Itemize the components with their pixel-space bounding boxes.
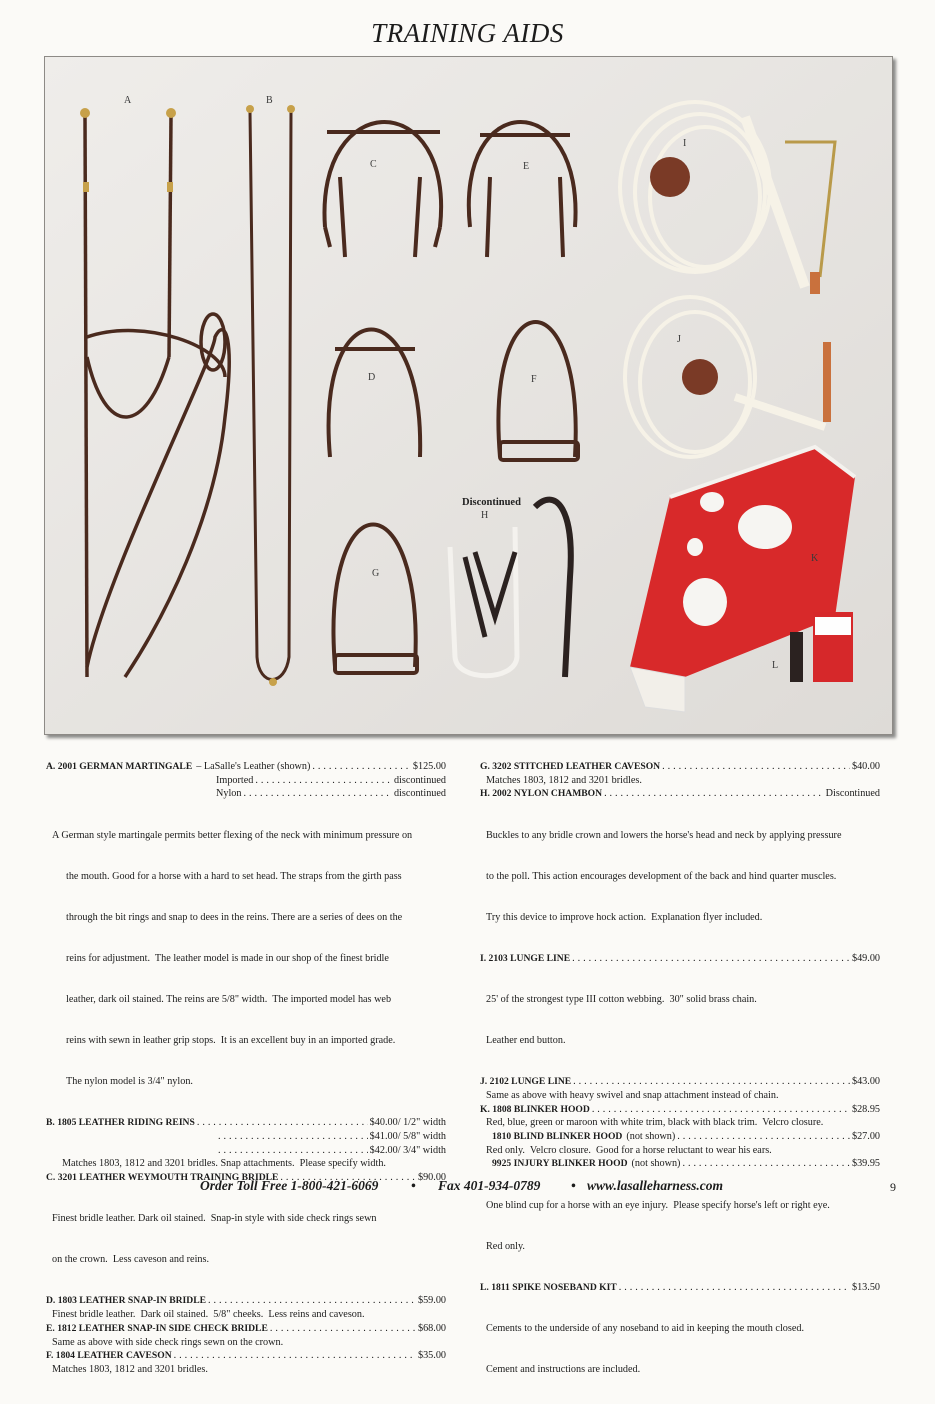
desc-line: Cement and instructions are included. xyxy=(486,1363,641,1375)
desc-line: Buckles to any bridle crown and lowers the horse's head and neck by applying pressure xyxy=(486,829,842,841)
leader-dots xyxy=(572,952,850,966)
product-illustration xyxy=(45,57,892,734)
item-h-name: H. 2002 NYLON CHAMBON xyxy=(480,788,603,800)
item-h-price: Discontinued xyxy=(825,788,880,800)
footer-website-link[interactable]: www.lasalleharness.com xyxy=(587,1178,724,1193)
photo-label-g: G xyxy=(372,568,380,579)
item-a-variant: – LaSalle's Leather (shown) xyxy=(196,761,311,772)
photo-label-i: I xyxy=(683,138,687,149)
item-k-row xyxy=(480,1103,880,1117)
desc-line: 25' of the strongest type III cotton webbing. 30" solid brass chain. xyxy=(486,993,757,1005)
leader-dots xyxy=(312,760,411,774)
leader-dots xyxy=(604,787,824,801)
item-k-description: Red, blue, green or maroon with white trim, black with black trim. Velcro closure. xyxy=(486,1117,824,1129)
desc-line: Leather end button. xyxy=(486,1035,566,1047)
item-k3-row xyxy=(480,1157,880,1171)
item-a-description xyxy=(46,801,446,1116)
photo-label-c: C xyxy=(370,159,377,170)
desc-line: A German style martingale permits better flexing of the neck with minimum pressure on xyxy=(52,829,413,841)
item-l-row xyxy=(480,1281,880,1295)
item-d-row xyxy=(46,1294,446,1308)
item-c-price: $90.00 xyxy=(417,1172,446,1184)
photo-label-e: E xyxy=(523,161,530,172)
leader-dots xyxy=(255,774,392,788)
item-f-description: Matches 1803, 1812 and 3201 bridles. xyxy=(52,1363,208,1375)
photo-label-k: K xyxy=(811,553,819,564)
item-a-price: $125.00 xyxy=(412,761,446,772)
photo-label-a: A xyxy=(124,95,132,106)
leader-dots xyxy=(592,1103,850,1117)
photo-label-j: J xyxy=(677,334,681,345)
leader-dots xyxy=(677,1130,850,1144)
item-a-price-nylon: discontinued xyxy=(393,788,446,800)
item-g-description: Matches 1803, 1812 and 3201 bridles. xyxy=(486,774,642,786)
item-i-row xyxy=(480,952,880,966)
desc-line: leather, dark oil stained. The reins are 5/8" width. The imported model has web xyxy=(66,993,392,1005)
item-k2-name: 1810 BLIND BLINKER HOOD xyxy=(492,1130,623,1142)
item-a-price-imported: discontinued xyxy=(393,774,446,786)
item-g-name: G. 3202 STITCHED LEATHER CAVESON xyxy=(480,761,661,772)
catalog-left-column xyxy=(46,760,446,1377)
leader-dots xyxy=(197,1116,368,1130)
page-number: 9 xyxy=(890,1180,896,1194)
item-e-name: E. 1812 LEATHER SNAP-IN SIDE CHECK BRIDLE xyxy=(46,1322,268,1334)
item-j-row xyxy=(480,1075,880,1089)
page-title: TRAINING AIDS xyxy=(371,18,564,48)
item-e-description: Same as above with side check rings sewn on the crown. xyxy=(52,1336,284,1348)
leader-dots xyxy=(662,760,850,774)
leader-dots xyxy=(270,1322,416,1336)
footer-separator: • xyxy=(411,1178,416,1193)
item-k2-price: $27.00 xyxy=(851,1130,880,1142)
desc-line: the mouth. Good for a horse with a hard to set head. The straps from the girth pass xyxy=(66,870,402,882)
desc-line: to the poll. This action encourages development of the back and hind quarter muscles. xyxy=(486,870,837,882)
item-i-name: I. 2103 LUNGE LINE xyxy=(480,952,571,964)
catalog-right-column xyxy=(480,760,880,1404)
item-a-variant-nylon: Nylon xyxy=(216,788,242,800)
item-e-price: $68.00 xyxy=(417,1322,446,1334)
leader-dots xyxy=(208,1294,416,1308)
photo-label-l: L xyxy=(772,660,779,671)
item-k2-description: Red only. Velcro closure. Good for a horse reluctant to wear his ears. xyxy=(486,1144,772,1156)
desc-line: Finest bridle leather. Dark oil stained. Snap-in style with side check rings sewn xyxy=(52,1213,377,1225)
item-f-price: $35.00 xyxy=(417,1350,446,1362)
item-b-price-3: $42.00/ 3/4" width xyxy=(369,1144,446,1156)
photo-label-h: H xyxy=(481,510,489,521)
desc-line: The nylon model is 3/4" nylon. xyxy=(66,1076,193,1088)
item-k-name: K. 1808 BLINKER HOOD xyxy=(480,1103,590,1115)
desc-line: on the crown. Less caveson and reins. xyxy=(52,1254,210,1266)
leader-dots xyxy=(619,1281,850,1295)
desc-line: reins for adjustment. The leather model is made in our shop of the finest bridle xyxy=(66,952,389,964)
item-a-name: A. 2001 GERMAN MARTINGALE xyxy=(46,761,193,772)
item-c-name: C. 3201 LEATHER WEYMOUTH TRAINING BRIDLE xyxy=(46,1172,279,1184)
item-j-price: $43.00 xyxy=(851,1076,880,1088)
product-photo xyxy=(44,56,893,735)
footer-separator: • xyxy=(571,1178,576,1193)
item-l-description xyxy=(480,1294,880,1404)
item-c-description xyxy=(46,1185,446,1295)
item-b-name: B. 1805 LEATHER RIDING REINS xyxy=(46,1117,195,1129)
item-d-description: Finest bridle leather. Dark oil stained. 5/8" cheeks. Less reins and caveson. xyxy=(52,1309,365,1321)
item-l-price: $13.50 xyxy=(851,1281,880,1293)
item-j-description: Same as above with heavy swivel and snap attachment instead of chain. xyxy=(486,1089,779,1101)
item-b-price-1: $40.00/ 1/2" width xyxy=(369,1117,446,1129)
item-l-name: L. 1811 SPIKE NOSEBAND KIT xyxy=(480,1281,617,1293)
photo-label-f: F xyxy=(531,374,537,385)
item-f-name: F. 1804 LEATHER CAVESON xyxy=(46,1350,172,1362)
footer-fax: Fax 401-934-0789 xyxy=(438,1178,541,1193)
item-b-price-2: $41.00/ 5/8" width xyxy=(369,1130,446,1142)
desc-line: through the bit rings and snap to dees in the reins. There are a series of dees on the xyxy=(66,911,403,923)
item-i-description xyxy=(480,966,880,1076)
leader-dots xyxy=(218,1144,368,1158)
item-k2-note: (not shown) xyxy=(626,1130,676,1142)
leader-dots xyxy=(573,1075,850,1089)
item-k3-price: $39.95 xyxy=(851,1158,880,1170)
item-g-price: $40.00 xyxy=(851,761,880,772)
desc-line: Red only. xyxy=(486,1240,525,1252)
photo-label-d: D xyxy=(368,372,376,383)
item-a-variant-imported: Imported xyxy=(216,774,254,786)
item-e-row xyxy=(46,1322,446,1336)
leader-dots xyxy=(218,1130,368,1144)
item-g-row xyxy=(480,760,880,774)
leader-dots xyxy=(174,1349,416,1363)
item-b-description: Matches 1803, 1812 and 3201 bridles. Snap attachments. Please specify width. xyxy=(62,1158,386,1170)
item-k2-row xyxy=(480,1130,880,1144)
item-b-row xyxy=(46,1116,446,1130)
item-j-name: J. 2102 LUNGE LINE xyxy=(480,1076,572,1088)
item-d-price: $59.00 xyxy=(417,1295,446,1307)
leader-dots xyxy=(243,787,391,801)
item-d-name: D. 1803 LEATHER SNAP-IN BRIDLE xyxy=(46,1295,207,1307)
leader-dots xyxy=(682,1157,850,1171)
desc-line: Try this device to improve hock action. Explanation flyer included. xyxy=(486,911,763,923)
desc-line: One blind cup for a horse with an eye injury. Please specify horse's left or right eye. xyxy=(486,1199,830,1211)
photo-label-b: B xyxy=(266,95,273,106)
item-a-row xyxy=(46,760,446,774)
item-h-row xyxy=(480,787,880,801)
desc-line: Cements to the underside of any noseband to aid in keeping the mouth closed. xyxy=(486,1322,805,1334)
item-i-price: $49.00 xyxy=(851,952,880,964)
item-k3-name: 9925 INJURY BLINKER HOOD xyxy=(492,1158,628,1170)
item-f-row xyxy=(46,1349,446,1363)
item-k3-note: (not shown) xyxy=(631,1158,681,1170)
desc-line: reins with sewn in leather grip stops. It is an excellent buy in an imported grade. xyxy=(66,1035,396,1047)
item-k-price: $28.95 xyxy=(851,1103,880,1115)
discontinued-label: Discontinued xyxy=(462,497,521,508)
item-h-description xyxy=(480,801,880,952)
footer-phone[interactable]: Order Toll Free 1-800-421-6069 xyxy=(200,1178,379,1193)
